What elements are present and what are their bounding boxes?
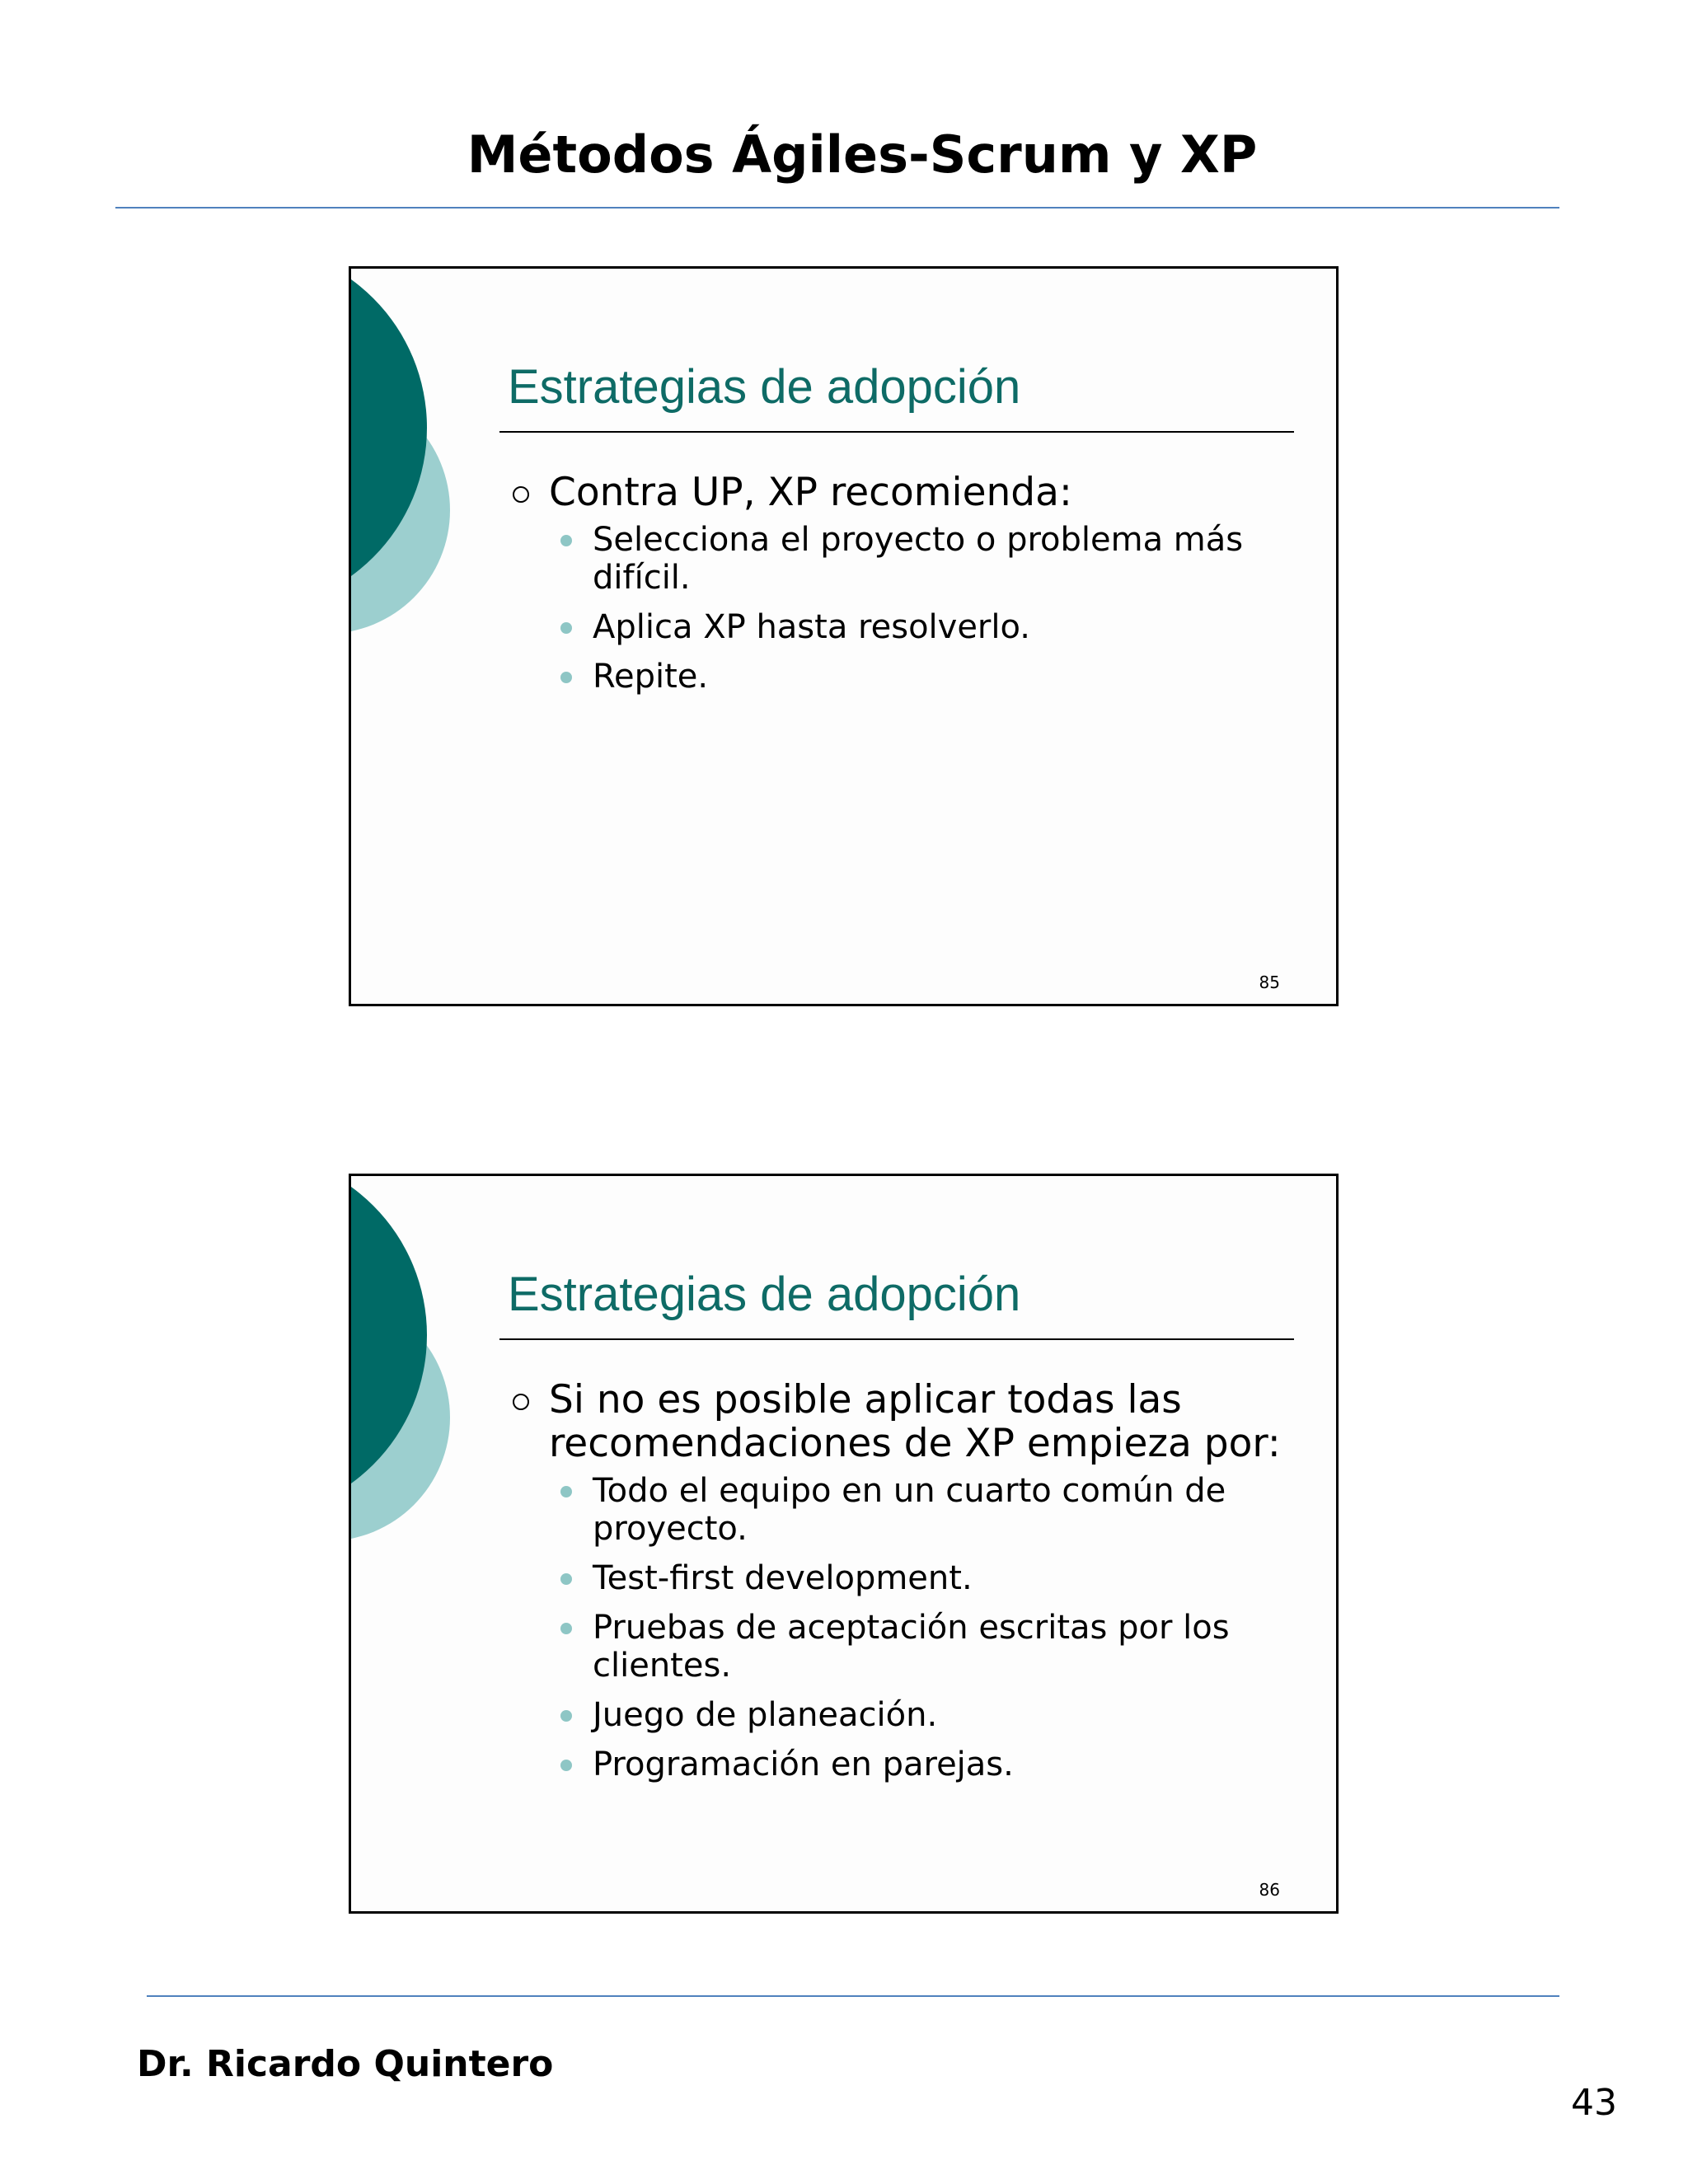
author-name: Dr. Ricardo Quintero [137,2043,554,2085]
sub-bullet [508,1559,1291,1597]
sub-bullet [508,608,1291,646]
dot-bullet-icon [560,622,572,634]
dot-bullet-icon [560,1760,572,1771]
hollow-circle-bullet-icon [513,486,529,503]
sub-bullet [508,1472,1291,1548]
dot-bullet-icon [560,1710,572,1722]
sub-bullet-text: Pruebas de aceptación escritas por los clientes. [593,1609,1230,1685]
sub-bullet [508,1696,1291,1734]
sub-bullet-text: Programación en parejas. [593,1746,1014,1783]
dot-bullet-icon [560,535,572,546]
slide-85 [349,266,1339,1006]
slide-title-rule [499,1338,1294,1340]
sub-bullet [508,1609,1291,1685]
hollow-circle-bullet-icon [513,1394,529,1410]
document-title: Métodos Ágiles-Scrum y XP [467,124,1258,185]
dot-bullet-icon [560,1573,572,1585]
sub-bullet-text: Test-first development. [593,1559,973,1597]
main-bullet [508,471,1291,514]
footer-divider [147,1995,1559,1997]
sub-bullet-text: Todo el equipo en un cuarto común de proyecto. [593,1472,1226,1548]
slide-title: Estrategias de adopción [508,1268,1021,1321]
slide-86 [349,1174,1339,1914]
dot-bullet-icon [560,672,572,683]
sub-bullet-text: Aplica XP hasta resolverlo. [593,608,1030,646]
main-bullet [508,1378,1291,1465]
dot-bullet-icon [560,1486,572,1497]
sub-bullet-text: Repite. [593,658,709,696]
main-bullet-text: Contra UP, XP recomienda: [549,470,1072,515]
slide-number: 85 [1259,972,1280,992]
slide-number: 86 [1259,1880,1280,1900]
slide-title-rule [499,431,1294,433]
bullet-list [508,1378,1291,1795]
dot-bullet-icon [560,1623,572,1634]
sub-bullet [508,658,1291,696]
sub-bullet [508,521,1291,597]
main-bullet-text: Si no es posible aplicar todas las recomendaciones de XP empieza por: [549,1377,1281,1466]
page-number: 43 [1571,2082,1617,2124]
sub-bullet-text: Selecciona el proyecto o problema más difícil. [593,521,1244,597]
sub-bullet [508,1746,1291,1783]
bullet-list [508,471,1291,707]
header-divider [115,207,1559,209]
sub-bullet-text: Juego de planeación. [593,1696,938,1734]
slide-title: Estrategias de adopción [508,360,1021,414]
